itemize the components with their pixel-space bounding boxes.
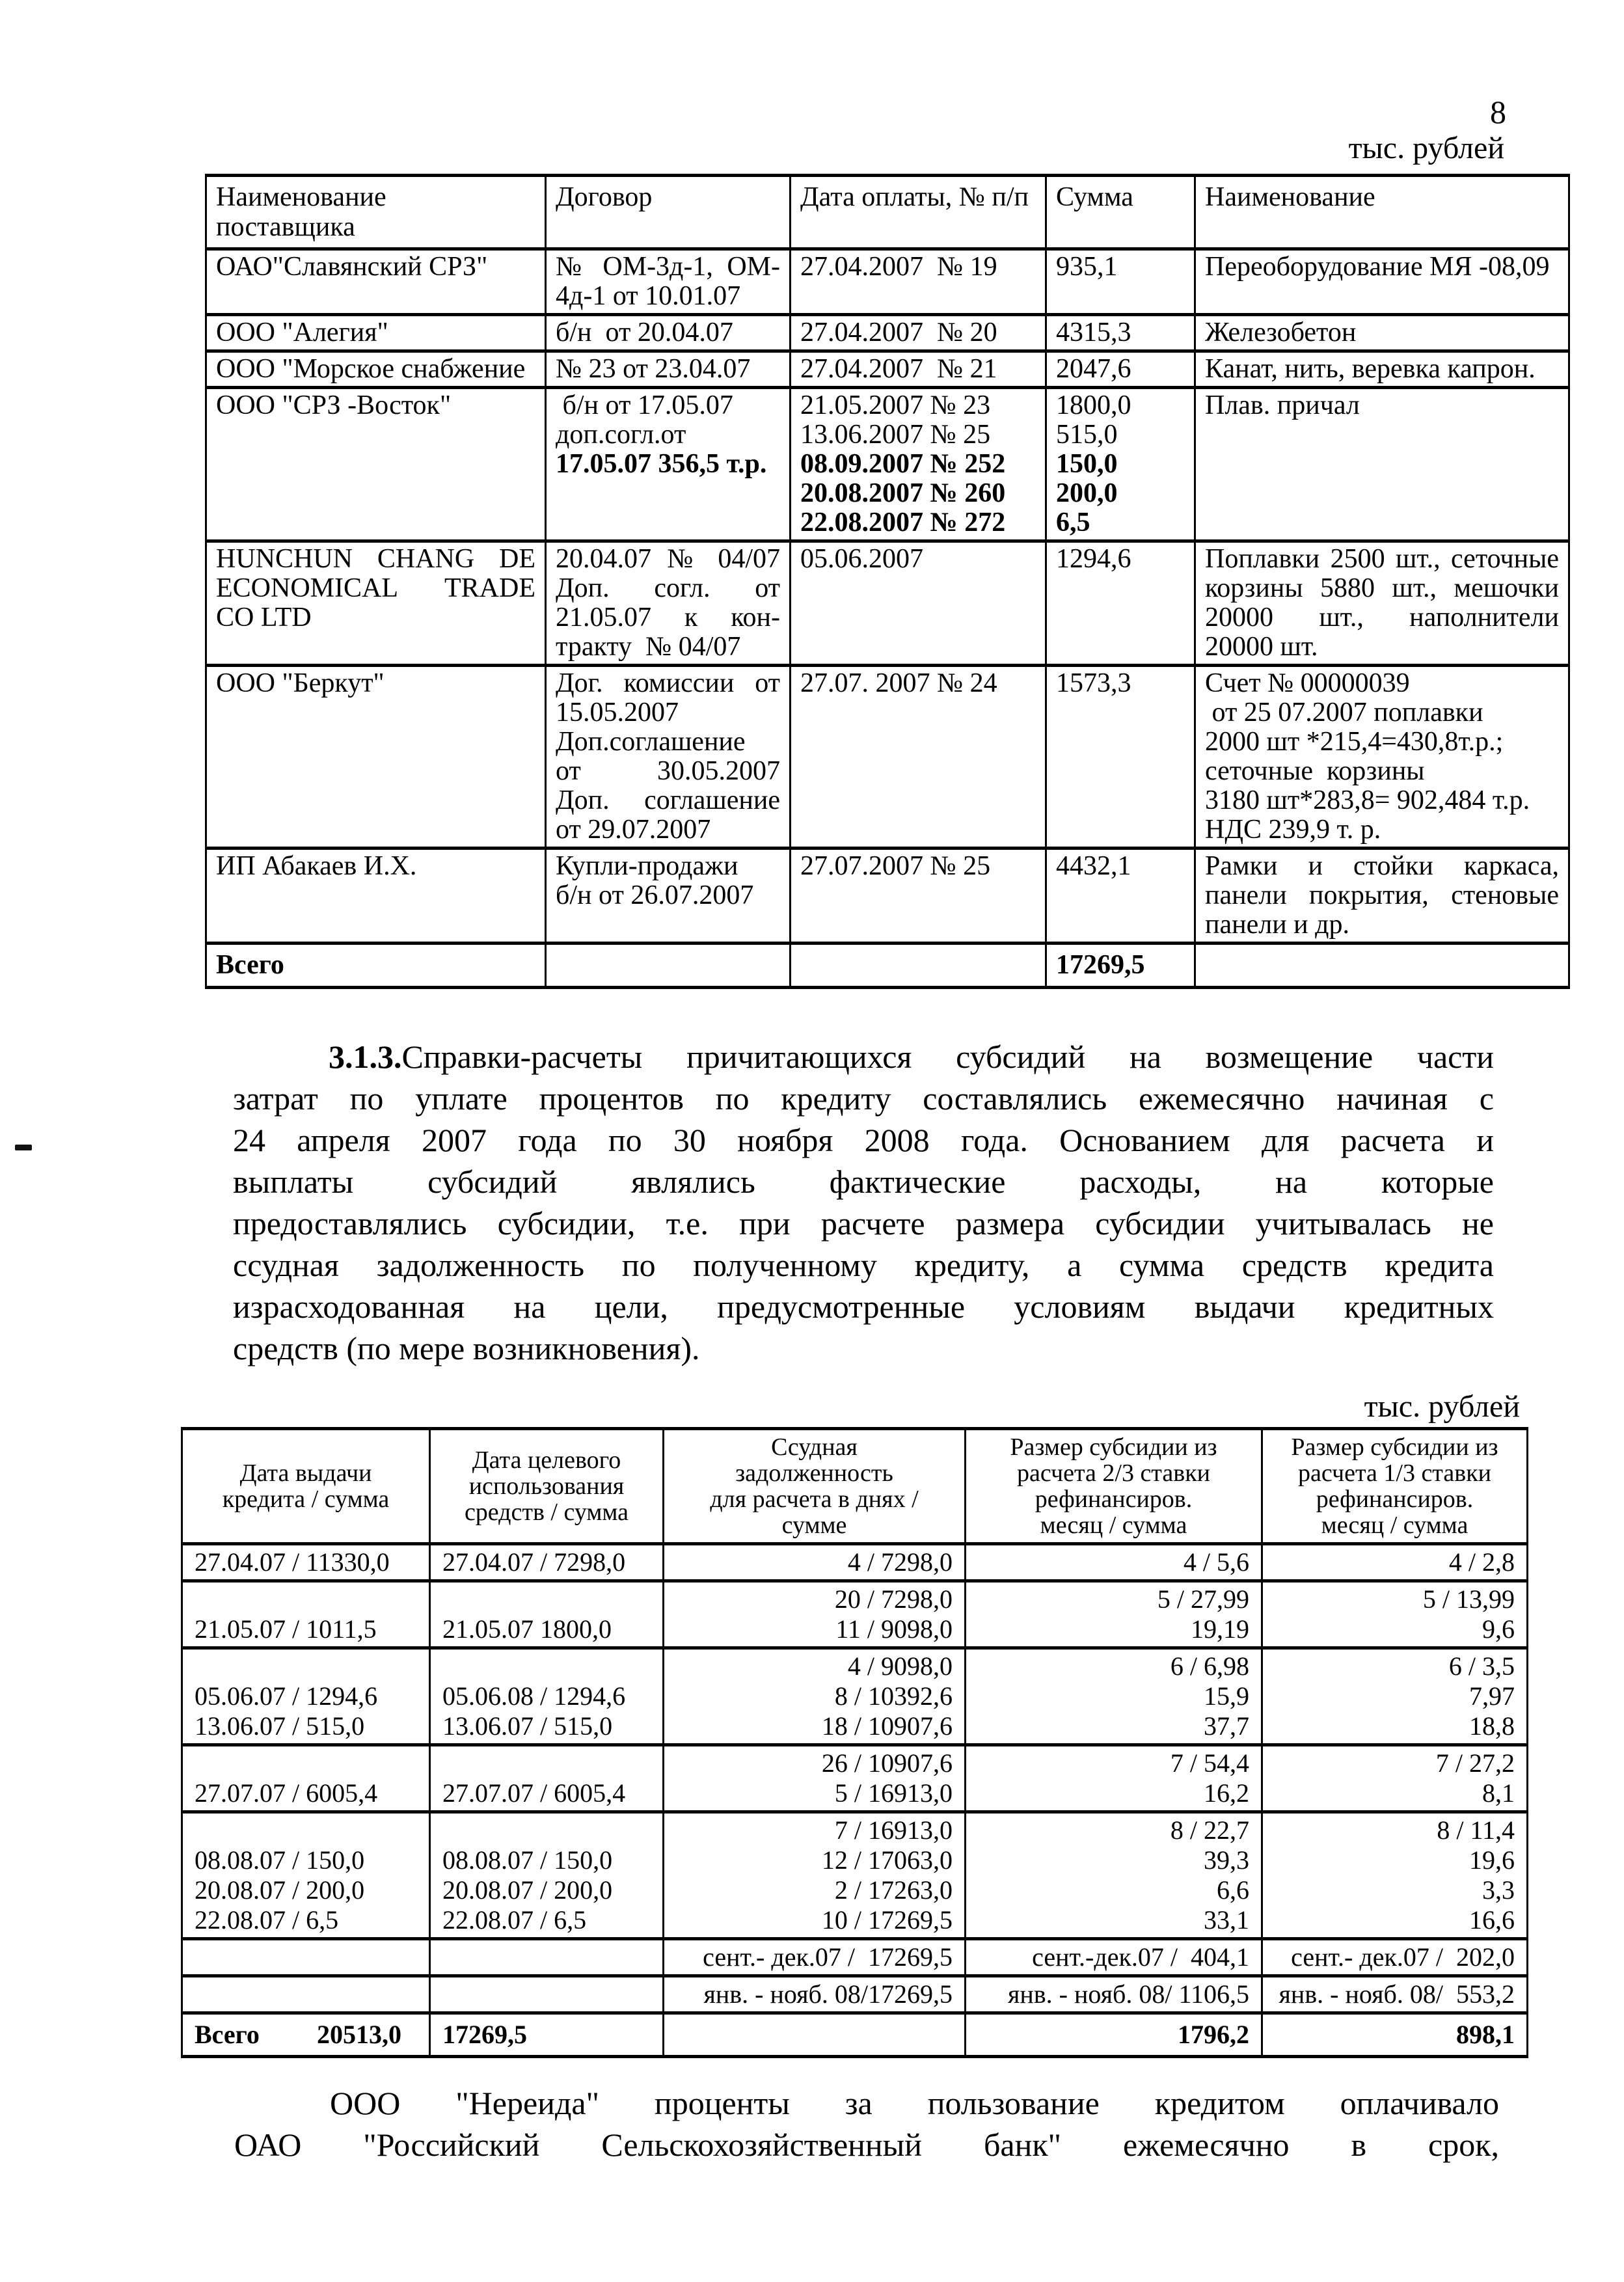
paragraph-line: 24 апреля 2007 года по 30 ноября 2008 года. Основанием для расчета и: [233, 1122, 1494, 1158]
cell-line: 19,19: [1191, 1614, 1249, 1644]
table-row: [206, 666, 1569, 849]
cell-line: 6,5: [1056, 508, 1090, 537]
cell-line: 39,3: [1204, 1845, 1249, 1875]
cell-line: 7 / 54,4: [1170, 1748, 1249, 1778]
cell-line: 17269,5: [1056, 950, 1145, 980]
table-cell: [182, 2013, 430, 2057]
column-header: [1195, 176, 1569, 249]
table-cell: [430, 1544, 664, 1581]
header-line: Наименование: [216, 182, 386, 212]
cell-line: 20.04.07 № 04/07: [556, 544, 780, 574]
cell-line: 12 / 17063,0: [821, 1845, 953, 1875]
cell-line: 22.08.07 / 6,5: [195, 1905, 339, 1935]
table-cell: [1046, 351, 1195, 388]
cell-line: Доп. согл. от: [556, 573, 780, 603]
cell-line: Рамки и стойки каркаса,: [1205, 851, 1559, 881]
cell-line: 08.08.07 / 150,0: [195, 1845, 365, 1875]
cell-line: 2 / 17263,0: [834, 1875, 953, 1905]
cell-line: сеточные корзины: [1205, 756, 1425, 786]
table-cell: [966, 1648, 1262, 1745]
table-cell: [1262, 2013, 1528, 2057]
table-cell: [206, 249, 546, 315]
table-cell: [966, 1939, 1262, 1976]
table-row: [182, 1976, 1528, 2013]
table-row: [182, 1745, 1528, 1812]
cell-line: 2000 шт *215,4=430,8т.р.;: [1205, 727, 1504, 757]
table-cell: [430, 1939, 664, 1976]
table-cell: [182, 1648, 430, 1745]
total-label: Всего: [195, 2020, 260, 2049]
cell-line: 21.05.07 к кон-: [556, 603, 780, 632]
cell-line: 27.04.2007 № 19: [800, 252, 997, 282]
table-cell: [791, 388, 1046, 541]
cell-line: 08.08.07 / 150,0: [442, 1845, 613, 1875]
paragraph-line: предоставлялись субсидии, т.е. при расчете размера субсидии учитывалась не: [233, 1205, 1494, 1242]
table-cell: [1195, 315, 1569, 351]
table-cell: [206, 351, 546, 388]
table-cell: [1195, 249, 1569, 315]
cell-line: тракту № 04/07: [556, 632, 741, 662]
table-cell: [664, 1745, 966, 1812]
cell-line: 7,97: [1469, 1681, 1515, 1711]
suppliers-payments-table-container: [205, 174, 1570, 989]
header-line: Дата оплаты, № п/п: [800, 182, 1029, 212]
cell-line: Дог. комиссии от: [556, 668, 780, 698]
table-cell: [1195, 666, 1569, 849]
cell-line: ECONOMICAL TRADE: [216, 573, 535, 603]
cell-line: 3180 шт*283,8= 902,484 т.р.: [1205, 785, 1530, 815]
table-cell: [966, 1544, 1262, 1581]
cell-line: 21.05.07 / 1011,5: [195, 1614, 377, 1644]
paragraph-line: выплаты субсидий являлись фактические расходы, на которые: [233, 1163, 1494, 1200]
table-cell: [791, 944, 1046, 988]
cell-line: ОАО"Славянский СРЗ": [216, 252, 488, 282]
column-header: [1262, 1429, 1528, 1544]
header-line: расчета 2/3 ставки: [1017, 1460, 1210, 1487]
header-line: использования: [468, 1473, 625, 1500]
header-line: поставщика: [216, 212, 355, 242]
header-line: для расчета в днях /: [710, 1486, 919, 1513]
cell-line: CO LTD: [216, 603, 312, 632]
table-row: [206, 249, 1569, 315]
cell-line: 27.04.2007 № 21: [800, 354, 997, 384]
paragraph-line: 3.1.3.Справки-расчеты причитающихся субсидий на возмещение части: [329, 1039, 1494, 1075]
table-cell: [546, 944, 791, 988]
header-line: Дата выдачи: [239, 1460, 372, 1487]
cell-line: ИП Абакаев И.Х.: [216, 851, 417, 881]
cell-line: 20.08.2007 № 260: [800, 478, 1006, 508]
table-cell: [430, 1648, 664, 1745]
column-header: [966, 1429, 1262, 1544]
cell-line: от 30.05.2007: [556, 756, 780, 786]
cell-line: б/н от 26.07.2007: [556, 880, 754, 910]
column-header: [664, 1429, 966, 1544]
subsidy-calculation-table: [181, 1427, 1528, 2058]
table-cell: [1046, 944, 1195, 988]
cell-line: 20000 шт.: [1205, 632, 1318, 662]
table-row: [206, 541, 1569, 666]
column-header: [1046, 176, 1195, 249]
cell-line: 22.08.2007 № 272: [800, 508, 1006, 537]
cell-line: 13.06.07 / 515,0: [195, 1711, 365, 1741]
cell-line: 27.04.07 / 7298,0: [442, 1547, 626, 1577]
cell-line: 33,1: [1204, 1905, 1249, 1935]
cell-line: 4315,3: [1056, 318, 1131, 347]
cell-line: 27.07.07 / 6005,4: [442, 1778, 626, 1808]
cell-line: 22.08.07 / 6,5: [442, 1905, 587, 1935]
table-cell: [664, 1812, 966, 1939]
header-line: кредита / сумма: [222, 1486, 390, 1513]
table-cell: [966, 1581, 1262, 1648]
table-cell: [1262, 1745, 1528, 1812]
cell-line: 7 / 27,2: [1435, 1748, 1515, 1778]
header-line: Размер субсидии из: [1291, 1433, 1498, 1461]
column-header: [206, 176, 546, 249]
column-header: [430, 1429, 664, 1544]
cell-line: 27.04.07 / 11330,0: [195, 1547, 390, 1577]
table-cell: [664, 2013, 966, 2057]
table-cell: [1262, 1976, 1528, 2013]
table-cell: [1195, 541, 1569, 666]
paragraph-line: средств (по мере возникновения).: [233, 1330, 700, 1366]
header-line: месяц / сумма: [1321, 1512, 1468, 1539]
table-cell: [966, 1745, 1262, 1812]
cell-line: 27.07. 2007 № 24: [800, 668, 997, 698]
table-row: [206, 315, 1569, 351]
table-cell: [546, 249, 791, 315]
table-cell: [546, 541, 791, 666]
cell-line: 5 / 16913,0: [834, 1778, 953, 1808]
table-cell: [206, 944, 546, 988]
table-cell: [1046, 666, 1195, 849]
table-cell: [966, 1976, 1262, 2013]
cell-line: 4 / 2,8: [1448, 1547, 1515, 1577]
table-cell: [1046, 541, 1195, 666]
cell-line: Всего: [216, 950, 284, 980]
table-cell: [182, 1939, 430, 1976]
cell-line: 08.09.2007 № 252: [800, 449, 1006, 479]
cell-line: 898,1: [1456, 2020, 1515, 2049]
cell-line: Купли-продажи: [556, 851, 738, 881]
section-number: 3.1.3.: [329, 1039, 402, 1075]
table-cell: [1195, 849, 1569, 944]
table-row: [182, 1939, 1528, 1976]
table-cell: [664, 1648, 966, 1745]
cell-line: 27.07.07 / 6005,4: [195, 1778, 378, 1808]
cell-line: 4 / 7298,0: [847, 1547, 953, 1577]
table-row: [182, 1544, 1528, 1581]
cell-line: 20.08.07 / 200,0: [442, 1875, 613, 1905]
header-line: месяц / сумма: [1040, 1512, 1187, 1539]
cell-line: 1573,3: [1056, 668, 1131, 698]
cell-line: 18 / 10907,6: [821, 1711, 953, 1741]
table-cell: [1195, 388, 1569, 541]
suppliers-payments-table: [205, 174, 1570, 989]
cell-line: Канат, нить, веревка капрон.: [1205, 354, 1536, 384]
header-line: Договор: [556, 182, 653, 212]
cell-line: 8 / 11,4: [1437, 1815, 1515, 1845]
table-cell: [1262, 1939, 1528, 1976]
table-cell: [182, 1976, 430, 2013]
cell-line: НДС 239,9 т. р.: [1205, 815, 1381, 845]
table-cell: [1046, 315, 1195, 351]
cell-line: 05.06.08 / 1294,6: [442, 1681, 626, 1711]
table-cell: [1262, 1544, 1528, 1581]
table-cell: [1046, 388, 1195, 541]
table-cell: [791, 249, 1046, 315]
cell-line: корзины 5880 шт., мешочки: [1205, 573, 1559, 603]
cell-line: 2047,6: [1056, 354, 1131, 384]
cell-line: 6 / 6,98: [1170, 1651, 1249, 1681]
cell-line: Железобетон: [1205, 318, 1357, 347]
header-row: [206, 176, 1569, 249]
cell-line: от 25 07.2007 поплавки: [1205, 698, 1483, 727]
cell-line: 8 / 10392,6: [834, 1681, 953, 1711]
total-value: 20513,0: [317, 2020, 401, 2049]
table-cell: [206, 541, 546, 666]
table-row: [182, 1581, 1528, 1648]
cell-line: 17269,5: [442, 2020, 527, 2049]
cell-line: ООО "Алегия": [216, 318, 388, 347]
cell-line: 5 / 27,99: [1157, 1584, 1249, 1614]
cell-line: 17.05.07 356,5 т.р.: [556, 449, 767, 479]
units-label-mid: тыс. рублей: [1364, 1389, 1520, 1424]
header-line: средств / сумма: [464, 1499, 629, 1526]
cell-line: 21.05.07 1800,0: [442, 1614, 612, 1644]
table-cell: [1195, 351, 1569, 388]
cell-line: 4 / 5,6: [1183, 1547, 1249, 1577]
table-cell: [182, 1745, 430, 1812]
table-cell: [546, 351, 791, 388]
section-3-1-3-paragraph: [233, 1036, 1494, 1369]
cell-line: 18,8: [1469, 1711, 1515, 1741]
paragraph-line: ОАО "Российский Сельскохозяйственный банк" ежемесячно в срок,: [234, 2126, 1499, 2163]
cell-line: 4 / 9098,0: [847, 1651, 953, 1681]
header-line: рефинансиров.: [1316, 1486, 1474, 1513]
table-cell: [1046, 849, 1195, 944]
total-row: [206, 944, 1569, 988]
cell-line: 15,9: [1204, 1681, 1249, 1711]
cell-line: 6,6: [1217, 1875, 1249, 1905]
cell-line: 19,6: [1469, 1845, 1515, 1875]
table-cell: [430, 2013, 664, 2057]
cell-line: 150,0: [1056, 449, 1118, 479]
header-line: Ссудная: [771, 1433, 858, 1461]
cell-line: 37,7: [1204, 1711, 1249, 1741]
cell-line: ООО "Морское снабжение: [216, 354, 526, 384]
table-cell: [791, 666, 1046, 849]
cell-line: сент.-дек.07 / 404,1: [1032, 1942, 1249, 1972]
cell-line: янв. - нояб. 08/17269,5: [703, 1979, 953, 2009]
cell-line: Счет № 00000039: [1205, 668, 1410, 698]
table-cell: [182, 1581, 430, 1648]
table-cell: [664, 1581, 966, 1648]
header-line: Сумма: [1056, 182, 1133, 212]
table-cell: [206, 388, 546, 541]
table-cell: [966, 2013, 1262, 2057]
table-cell: [1046, 249, 1195, 315]
table-cell: [206, 849, 546, 944]
total-row: [182, 2013, 1528, 2057]
page-number: 8: [1490, 94, 1506, 130]
table-cell: [546, 849, 791, 944]
table-row: [206, 351, 1569, 388]
cell-line: янв. - нояб. 08/ 1106,5: [1007, 1979, 1249, 2009]
table-cell: [791, 315, 1046, 351]
cell-line: Плав. причал: [1205, 390, 1360, 420]
header-line: Размер субсидии из: [1010, 1433, 1217, 1461]
cell-line: 4432,1: [1056, 851, 1131, 881]
table-cell: [430, 1745, 664, 1812]
cell-line: 1796,2: [1178, 2020, 1249, 2049]
cell-line: 5 / 13,99: [1422, 1584, 1515, 1614]
table-cell: [791, 541, 1046, 666]
table-cell: [430, 1976, 664, 2013]
paragraph-line: ссудная задолженность по полученному кредиту, а сумма средств кредита: [233, 1247, 1494, 1283]
cell-line: 3,3: [1482, 1875, 1515, 1905]
cell-line: 20 / 7298,0: [834, 1584, 953, 1614]
cell-line: Поплавки 2500 шт., сеточные: [1205, 544, 1559, 574]
header-line: задолженность: [735, 1460, 893, 1487]
header-row: [182, 1429, 1528, 1544]
header-line: рефинансиров.: [1035, 1486, 1193, 1513]
table-row: [206, 849, 1569, 944]
cell-line: 7 / 16913,0: [834, 1815, 953, 1845]
table-cell: [664, 1544, 966, 1581]
units-label-top: тыс. рублей: [1348, 131, 1504, 165]
cell-line: сент.- дек.07 / 202,0: [1291, 1942, 1515, 1972]
cell-line: б/н от 20.04.07: [556, 318, 733, 347]
subsidy-calculation-table-container: [181, 1427, 1528, 2058]
cell-line: 05.06.2007: [800, 544, 923, 574]
table-row: [206, 388, 1569, 541]
cell-line: 4д-1 от 10.01.07: [556, 281, 741, 311]
cell-line: Переоборудование МЯ -08,09: [1205, 252, 1550, 282]
cell-line: сент.- дек.07 / 17269,5: [703, 1942, 953, 1972]
cell-line: 16,2: [1204, 1778, 1249, 1808]
table-row: [182, 1648, 1528, 1745]
cell-line: доп.согл.от: [556, 420, 686, 450]
table-cell: [182, 1544, 430, 1581]
cell-line: 13.06.07 / 515,0: [442, 1711, 613, 1741]
cell-line: 20000 шт., наполнители: [1205, 603, 1559, 632]
table-cell: [664, 1976, 966, 2013]
header-line: Дата целевого: [472, 1447, 621, 1474]
table-cell: [206, 315, 546, 351]
cell-line: 515,0: [1056, 420, 1118, 450]
cell-line: 11 / 9098,0: [835, 1614, 953, 1644]
table-cell: [966, 1812, 1262, 1939]
cell-line: 8,1: [1482, 1778, 1515, 1808]
cell-line: янв. - нояб. 08/ 553,2: [1279, 1979, 1515, 2009]
cell-line: панели и др.: [1205, 910, 1350, 940]
cell-line: панели покрытия, стеновые: [1205, 880, 1559, 910]
total-label-value: [195, 2020, 417, 2050]
table-cell: [546, 666, 791, 849]
paragraph-line: затрат по уплате процентов по кредиту составлялись ежемесячно начиная с: [233, 1080, 1494, 1117]
cell-line: 13.06.2007 № 25: [800, 420, 991, 450]
cell-line: 21.05.2007 № 23: [800, 390, 991, 420]
table-cell: [791, 351, 1046, 388]
table-cell: [546, 388, 791, 541]
cell-line: 27.04.2007 № 20: [800, 318, 997, 347]
cell-line: 16,6: [1469, 1905, 1515, 1935]
cell-line: Доп. соглашение: [556, 785, 780, 815]
table-row: [182, 1812, 1528, 1939]
table-cell: [1262, 1581, 1528, 1648]
footer-paragraph: [234, 2082, 1499, 2166]
table-cell: [206, 666, 546, 849]
cell-line: № ОМ-3д-1, ОМ-: [556, 252, 780, 282]
cell-line: HUNCHUN CHANG DE: [216, 544, 535, 574]
cell-line: 6 / 3,5: [1448, 1651, 1515, 1681]
column-header: [546, 176, 791, 249]
cell-line: 10 / 17269,5: [821, 1905, 953, 1935]
cell-line: 26 / 10907,6: [821, 1748, 953, 1778]
column-header: [182, 1429, 430, 1544]
cell-line: 1800,0: [1056, 390, 1131, 420]
cell-line: 15.05.2007: [556, 698, 679, 727]
cell-line: 8 / 22,7: [1170, 1815, 1249, 1845]
cell-line: ООО "СРЗ -Восток": [216, 390, 452, 420]
cell-line: № 23 от 23.04.07: [556, 354, 751, 384]
scan-artifact-mark: [15, 1145, 32, 1150]
table-cell: [430, 1812, 664, 1939]
cell-line: 935,1: [1056, 252, 1118, 282]
header-line: Наименование: [1205, 182, 1375, 212]
cell-line: б/н от 17.05.07: [556, 390, 733, 420]
cell-line: 200,0: [1056, 478, 1118, 508]
table-cell: [182, 1812, 430, 1939]
paragraph-line: израсходованная на цели, предусмотренные условиям выдачи кредитных: [233, 1288, 1494, 1325]
cell-line: 05.06.07 / 1294,6: [195, 1681, 378, 1711]
table-cell: [1262, 1812, 1528, 1939]
table-cell: [430, 1581, 664, 1648]
table-cell: [791, 849, 1046, 944]
header-line: расчета 1/3 ставки: [1298, 1460, 1491, 1487]
column-header: [791, 176, 1046, 249]
cell-line: 1294,6: [1056, 544, 1131, 574]
table-cell: [546, 315, 791, 351]
cell-line: ООО "Беркут": [216, 668, 385, 698]
table-cell: [1195, 944, 1569, 988]
cell-line: от 29.07.2007: [556, 815, 711, 845]
table-cell: [664, 1939, 966, 1976]
cell-line: Доп.соглашение: [556, 727, 746, 757]
cell-line: 27.07.2007 № 25: [800, 851, 991, 881]
paragraph-line: ООО "Нереида" проценты за пользование кредитом оплачивало: [330, 2085, 1499, 2121]
cell-line: 20.08.07 / 200,0: [195, 1875, 365, 1905]
header-line: сумме: [781, 1512, 847, 1539]
cell-line: 9,6: [1482, 1614, 1515, 1644]
table-cell: [1262, 1648, 1528, 1745]
